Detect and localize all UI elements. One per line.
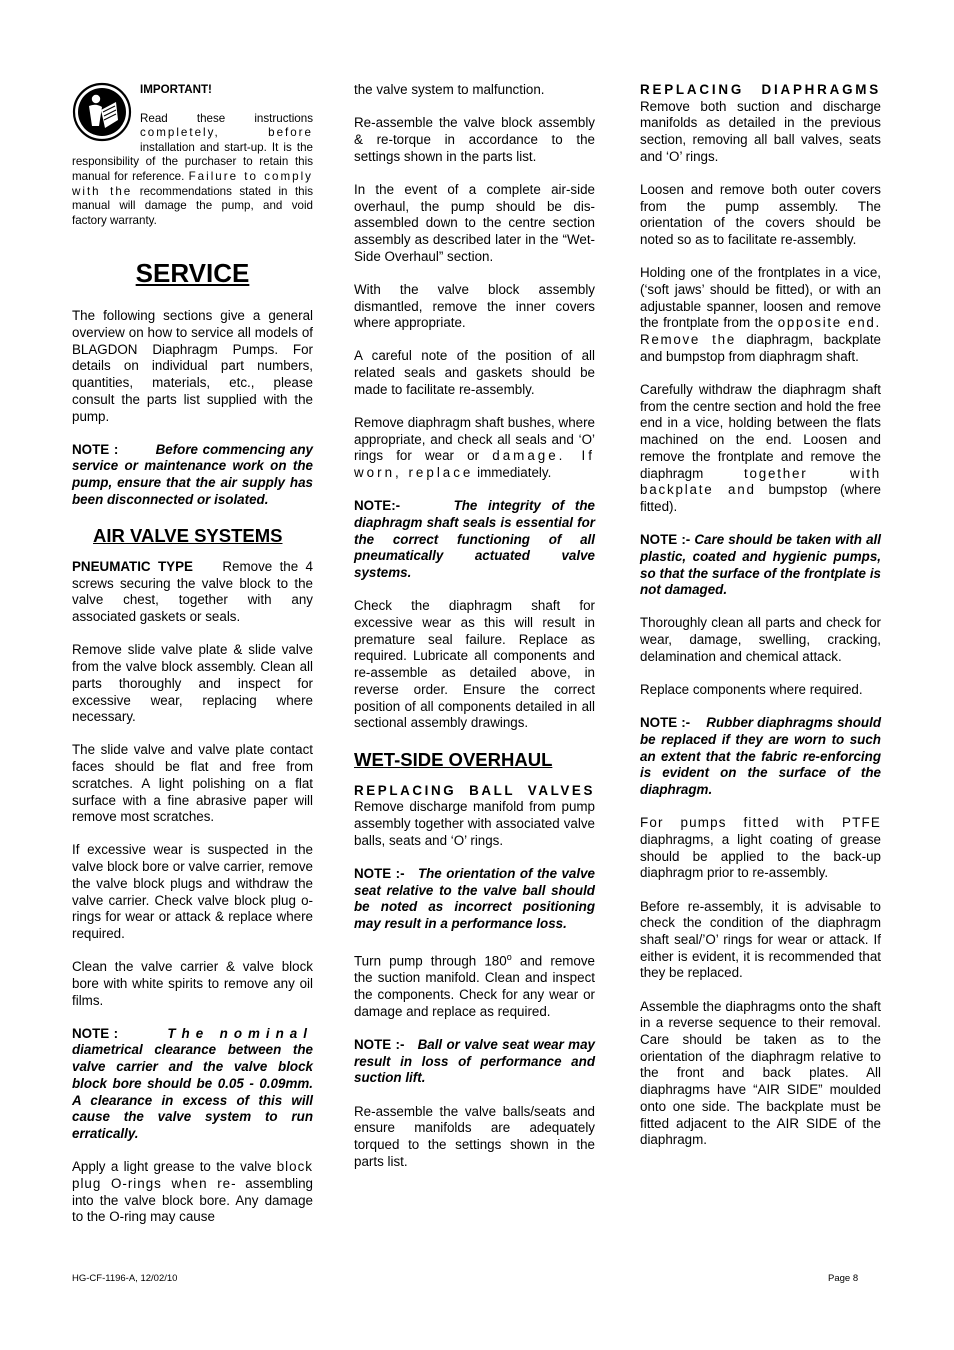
bushes-para: Remove diaphragm shaft bushes, where appropriate, and check all seals and ‘O’ rings for wear or damage. If worn, replace immediately. [354, 415, 595, 481]
note-plastic-pumps: NOTE :- Care should be taken with all plastic, coated and hygienic pumps, so that the surface of the frontplate is not damaged. [640, 532, 881, 598]
note-shaft-seals: NOTE:- The integrity of the diaphragm shaft seals is essential for the correct functioning of all pneumatically actuated valve systems. [354, 498, 595, 581]
reassemble-balls-para: Re-assemble the valve balls/seats and ensure manifolds are adequately torqued to the settings shown in the parts list. [354, 1103, 595, 1169]
ptfe-para: For pumps fitted with PTFE diaphragms, a light coating of grease should be applied to the back-up diaphragm prior to re-assembly. [640, 815, 881, 881]
ball-valves-para: REPLACING BALL VALVES Remove discharge manifold from pump assembly together with associated valve balls, seats and ‘O’ rings. [354, 782, 595, 848]
reassemble-para: Re-assemble the valve block assembly & re-torque in accordance to the settings shown in the parts list. [354, 115, 595, 164]
service-title: SERVICE [135, 258, 250, 289]
holding-frontplate-para: Holding one of the frontplates in a vice, (‘soft jaws’ should be fitted), or with an adjustable spanner, loosen and remove the frontplate from the opposite end. Remove the diaphragm, backplate and bumpstop from diaphragm shaft. [640, 265, 881, 364]
note-disconnect: NOTE : Before commencing any service or maintenance work on the pump, ensure that the air supply has been disconnected or isolated. [72, 441, 313, 507]
malfunction-cont: the valve system to malfunction. [354, 82, 545, 97]
note-orientation: NOTE :- The orientation of the valve seat relative to the valve ball should be noted as incorrect positioning may result in a performance loss. [354, 865, 595, 931]
dismantled-para: With the valve block assembly dismantled, remove the inner covers where appropriate. [354, 281, 595, 331]
contact-faces-para: The slide valve and valve plate contact faces should be flat and free from scratches. A light polishing on a flat surface with a fine abrasive paper will remove most scratches. [72, 742, 313, 825]
column-2 [354, 82, 595, 1187]
thoroughly-clean-para: Thoroughly clean all parts and check for wear, damage, swelling, cracking, delamination and chemical attack. [640, 615, 881, 664]
overhaul-para: In the event of a complete air-side overhaul, the pump should be dis-assembled down to the centre section assembly as described later in the “Wet-Side Overhaul” section. [354, 181, 595, 264]
grease-para: Apply a light grease to the valve block plug O-rings when re- assembling into the valve block bore. Any damage to the O-ring may cause [72, 1159, 313, 1225]
important-title: IMPORTANT! [140, 83, 212, 96]
read-manual-icon [72, 82, 132, 142]
pneumatic-type-para: PNEUMATIC TYPE Remove the 4 screws securing the valve block to the valve chest, together with any associated gaskets or seals. [72, 559, 313, 625]
air-valve-heading: AIR VALVE SYSTEMS [93, 525, 283, 547]
slide-valve-para: Remove slide valve plate & slide valve from the valve block assembly. Clean all parts thoroughly and inspect for excessive wear, replacing where necessary. [72, 642, 313, 725]
withdraw-shaft-para: Carefully withdraw the diaphragm shaft from the centre section and hold the free end in a vice, holding between the flats machined on the end. Loosen and remove the frontplate and remove the diaphragm together with backplate and bumpstop (where fitted). [640, 382, 881, 514]
turn-pump-para: Turn pump through 180$^o$ and remove the suction manifold. Clean and inspect the components. Check for any wear or damage and replace as required. [354, 952, 596, 1019]
note-rubber-diaphragms: NOTE :- Rubber diaphragms should be replaced if they are worn to such an extent that the fabric re-enforcing is evident on the surface of the diaphragm. [640, 715, 881, 798]
loosen-covers-para: Loosen and remove both outer covers from the pump assembly. The orientation of the covers should be noted so as to facilitate re-assembly. [640, 182, 881, 248]
diaphragms-para: REPLACING DIAPHRAGMS Remove both suction and discharge manifolds as detailed in the previous section, removing all ball valves, seats and ‘O’ rings. [640, 82, 881, 164]
before-reassembly-para: Before re-assembly, it is advisable to check the condition of the diaphragm shaft seal/’O’ rings for wear or attack. If either is evident, it is recommended that they be replaced. [640, 898, 881, 981]
assemble-diaphragms-para: Assemble the diaphragms onto the shaft in a reverse sequence to their removal. Care should be taken as to the orientation of the diaphragm relative to the front and back plates. All diaphragms have “AIR SIDE” moulded onto one side. The backplate must be fitted adjacent to the AIR SIDE of the diaphragm. [640, 998, 881, 1148]
check-shaft-para: Check the diaphragm shaft for excessive wear as this will result in premature seal failure. Replace as required. Lubricate all components and re-assemble as detailed above, in reverse order. Ensure the correct position of all components detailed in all sectional assembly drawings. [354, 598, 595, 731]
column-3 [640, 82, 881, 1165]
careful-note-para: A careful note of the position of all related seals and gaskets should be made to facilitate re-assembly. [354, 348, 595, 397]
excessive-wear-para: If excessive wear is suspected in the valve block bore or valve carrier, remove the valve block plugs and withdraw the valve carrier. Check valve block plug o-rings for wear or attack & replace where required. [72, 842, 313, 941]
clean-carrier-para: Clean the valve carrier & valve block bore with white spirits to remove any oil films. [72, 959, 313, 1008]
wet-side-heading: WET-SIDE OVERHAUL [354, 748, 553, 770]
footer-page-number: Page 8 [828, 1273, 859, 1284]
note-seat-wear: NOTE :- Ball or valve seat wear may result in loss of performance and suction lift. [354, 1036, 595, 1086]
important-notice [72, 82, 313, 228]
service-intro: The following sections give a general overview on how to service all models of BLAGDON Diaphragm Pumps. For details on individual part numbers, quantities, materials, etc., please consult the parts list supplied with the pump. [72, 308, 313, 424]
column-1 [72, 82, 313, 1242]
important-text: Read these instructions completely, before installation and start-up. It is the responsibility of the purchaser to retain this manual for reference. Failure to comply with the recommendations stated in this manual will damage the pump, and void factory warranty. [72, 111, 313, 227]
note-clearance: NOTE : The nominal diametrical clearance between the valve carrier and the valve block block bore should be 0.05 - 0.09mm. A clearance in excess of this will cause the valve system to run erratically. [72, 1025, 313, 1141]
footer-doc-ref: HG-CF-1196-A, 12/02/10 [72, 1273, 178, 1284]
replace-components-para: Replace components where required. [640, 682, 863, 698]
